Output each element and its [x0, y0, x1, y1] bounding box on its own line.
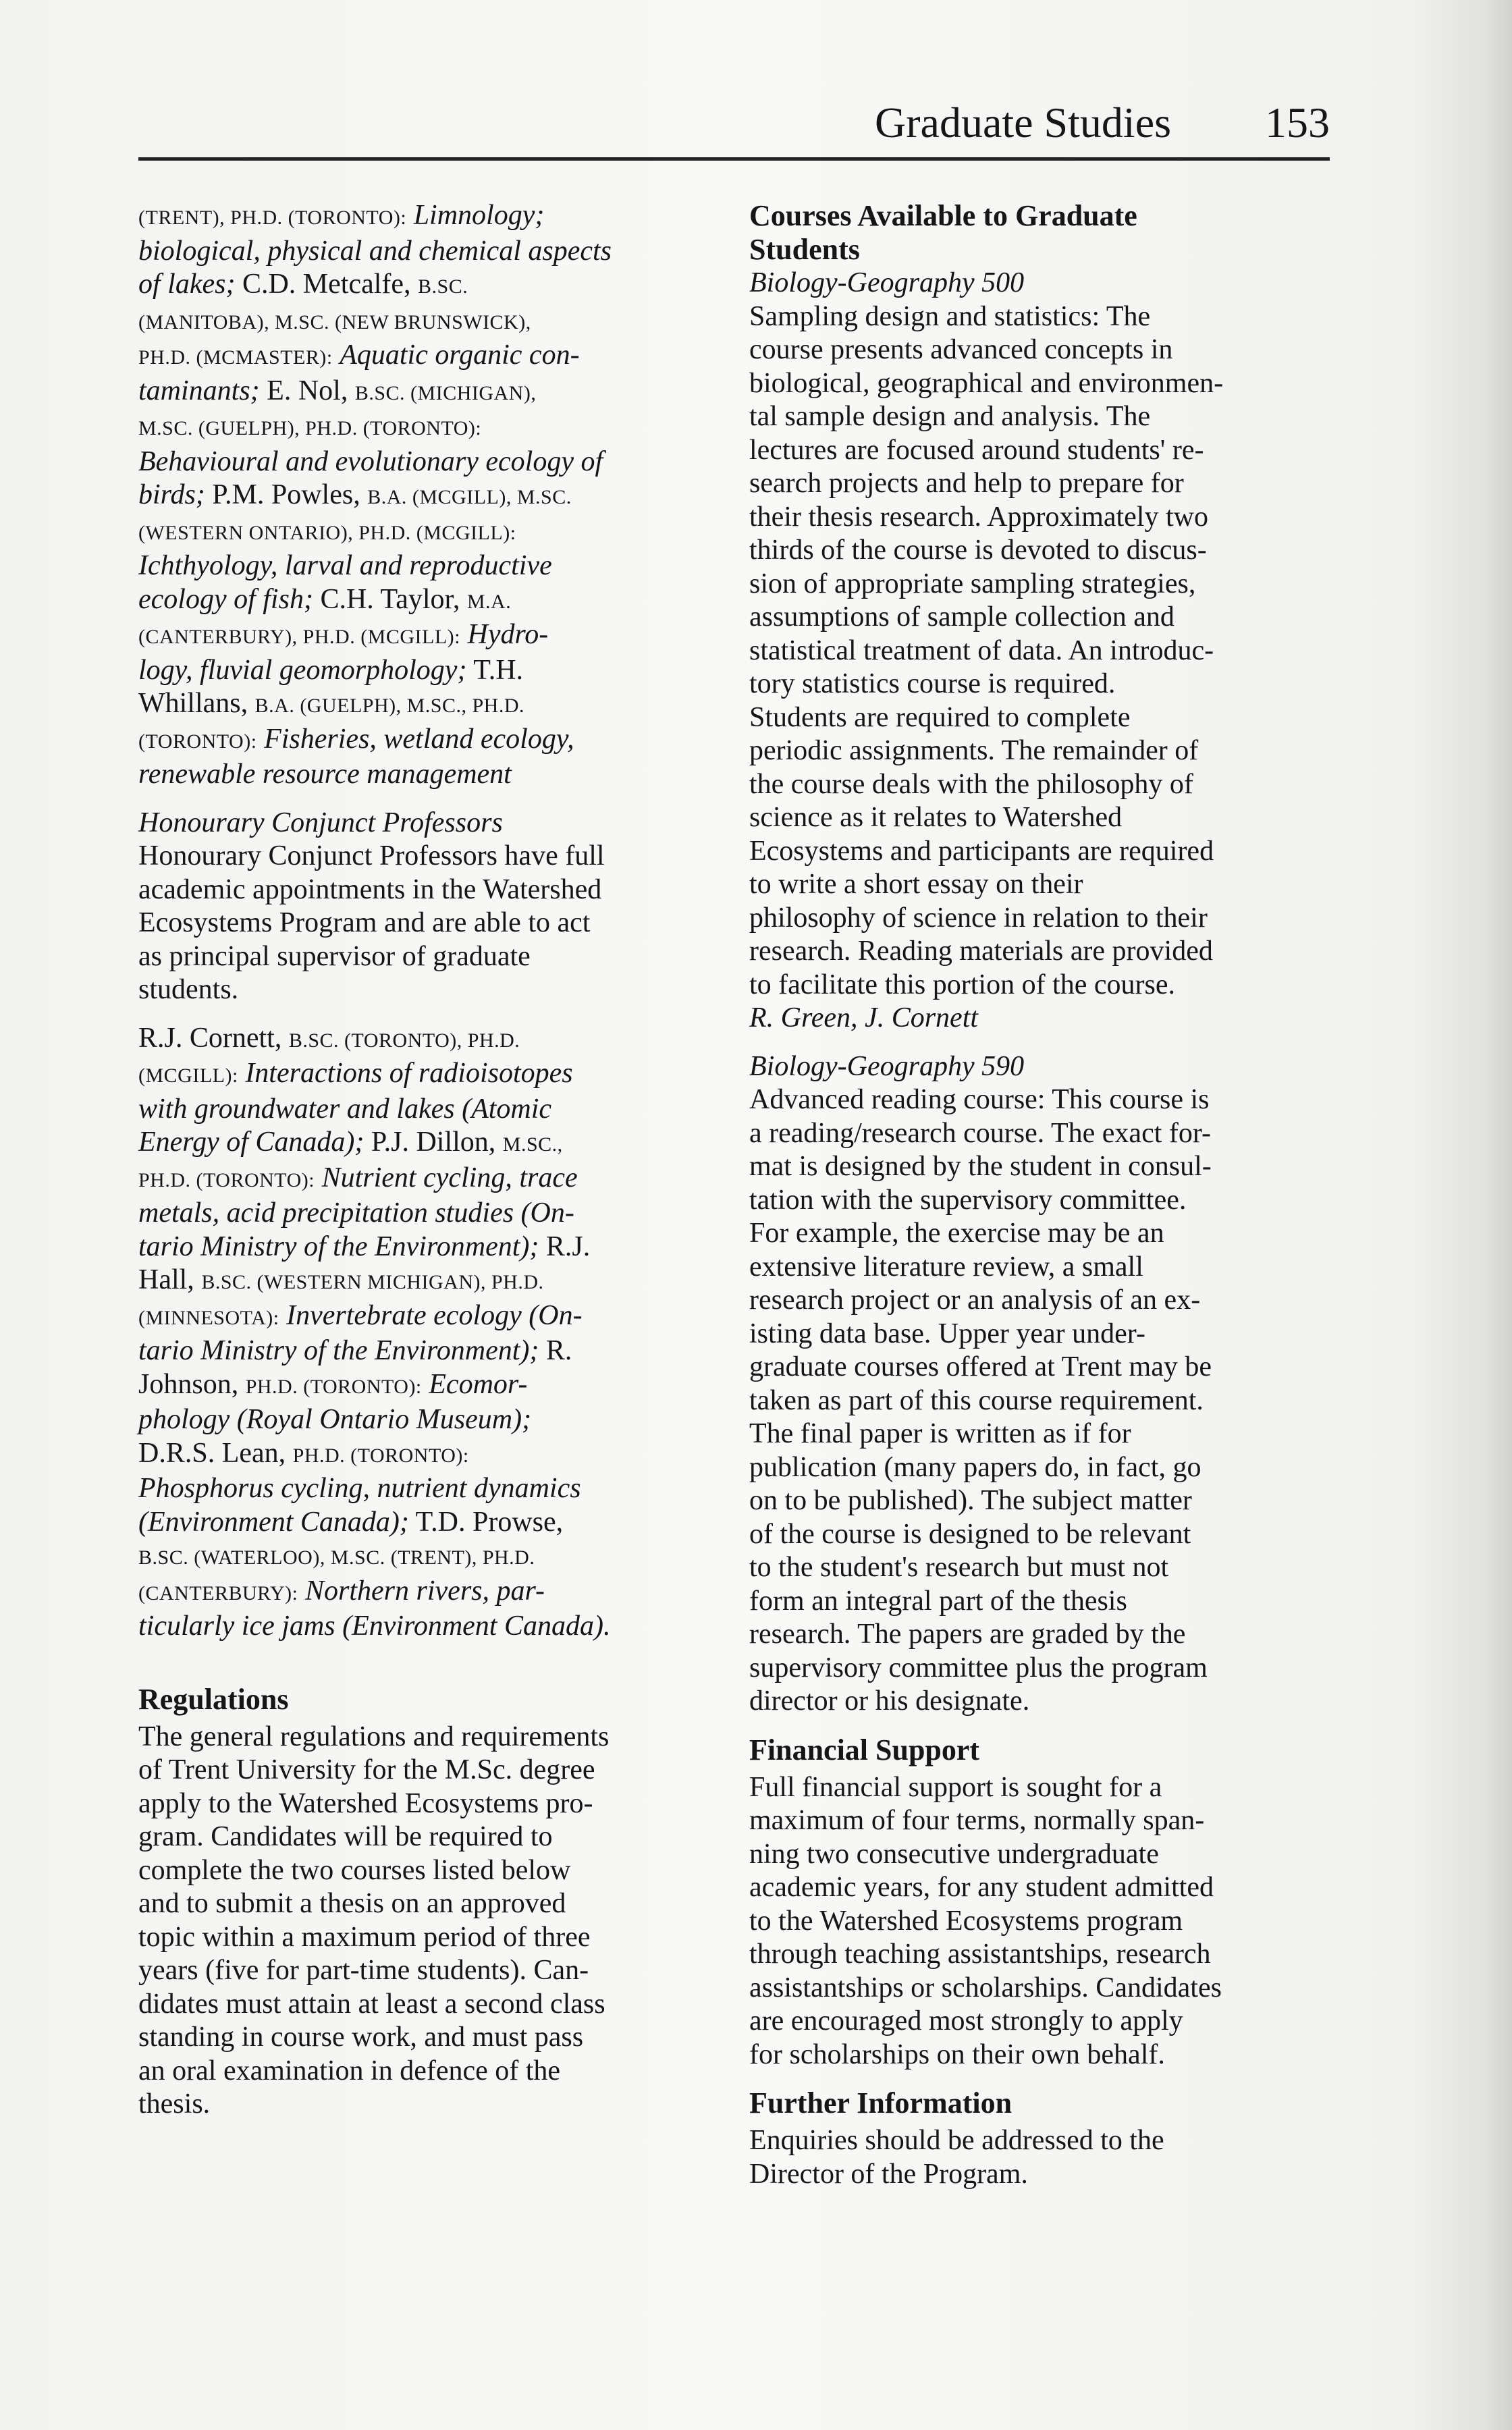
body-line: of Trent University for the M.Sc. degree [138, 1754, 595, 1785]
faculty-line: metals, acid precipitation studies (On- [138, 1197, 574, 1228]
course-title: Biology-Geography 500 [749, 267, 1025, 298]
section-title: Graduate Studies [875, 99, 1171, 146]
body-line: apply to the Watershed Ecosystems pro- [138, 1787, 593, 1819]
faculty-line: Behavioural and evolutionary ecology of [138, 446, 603, 477]
body-line: supervisory committee plus the program [749, 1652, 1208, 1683]
body-line: of the course is designed to be relevant [749, 1518, 1191, 1550]
faculty-line: phology (Royal Ontario Museum); [138, 1404, 532, 1435]
course-title: Biology-Geography 590 [749, 1050, 1025, 1082]
body-line: research project or an analysis of an ex- [749, 1285, 1201, 1316]
course-instructors: R. Green, J. Cornett [749, 1002, 979, 1033]
body-line: philosophy of science in relation to their [749, 902, 1208, 934]
faculty-line: with groundwater and lakes (Atomic [138, 1093, 552, 1125]
body-line: taken as part of this course requirement. [749, 1384, 1204, 1416]
faculty-line: PH.D. (MCMASTER): Aquatic organic con- [138, 340, 580, 371]
faculty-line: PH.D. (TORONTO): Nutrient cycling, trace [138, 1162, 578, 1193]
faculty-line: tario Ministry of the Environment); R. [138, 1335, 572, 1366]
body-line: Honourary Conjunct Professors have full [138, 840, 605, 871]
faculty-line: Hall, B.SC. (WESTERN MICHIGAN), PH.D. [138, 1264, 544, 1295]
body-line: research. The papers are graded by the [749, 1619, 1186, 1650]
faculty-line: tario Ministry of the Environment); R.J. [138, 1231, 591, 1262]
body-line: academic appointments in the Watershed [138, 873, 602, 905]
faculty-line: (CANTERBURY): Northern rivers, par- [138, 1575, 545, 1606]
body-line: ning two consecutive undergraduate [749, 1838, 1159, 1870]
honourary-member-list [138, 1022, 726, 1644]
body-line: periodic assignments. The remainder of [749, 735, 1199, 766]
further-information-section [749, 2086, 1336, 2191]
faculty-line: Energy of Canada); P.J. Dillon, M.SC., [138, 1127, 563, 1158]
body-line: through teaching assistantships, research [749, 1939, 1211, 1970]
body-line: tal sample design and analysis. The [749, 401, 1151, 432]
body-line: their thesis research. Approximately two [749, 501, 1208, 533]
body-line: maximum of four terms, normally span- [749, 1805, 1205, 1836]
courses-heading: Courses Available to Graduate [749, 199, 1137, 232]
faculty-line: B.SC. (WATERLOO), M.SC. (TRENT), PH.D. [138, 1546, 535, 1569]
body-line: extensive literature review, a small [749, 1251, 1143, 1282]
faculty-line: (MANITOBA), M.SC. (NEW BRUNSWICK), [138, 310, 531, 333]
body-line: The final paper is written as if for [749, 1418, 1131, 1449]
faculty-line: birds; P.M. Powles, B.A. (MCGILL), M.SC. [138, 479, 572, 510]
body-line: publication (many papers do, in fact, go [749, 1451, 1202, 1483]
faculty-list-continued [138, 199, 726, 792]
faculty-line: ecology of fish; C.H. Taylor, M.A. [138, 583, 512, 615]
body-line: research. Reading materials are provided [749, 936, 1213, 967]
body-line: Ecosystems and participants are required [749, 835, 1214, 867]
body-line: Students are required to complete [749, 701, 1131, 733]
body-line: topic within a maximum period of three [138, 1921, 591, 1953]
body-line: to the Watershed Ecosystems program [749, 1905, 1183, 1937]
faculty-line: (MCGILL): Interactions of radioisotopes [138, 1058, 573, 1089]
body-line: Full financial support is sought for a [749, 1771, 1162, 1803]
body-line: biological, geographical and environmen- [749, 367, 1224, 399]
body-line: for scholarships on their own behalf. [749, 2039, 1165, 2070]
body-line: thesis. [138, 2088, 211, 2120]
body-line: students. [138, 974, 239, 1005]
body-line: Ecosystems Program and are able to act [138, 907, 591, 938]
faculty-line: logy, fluvial geomorphology; T.H. [138, 654, 524, 686]
faculty-line: renewable resource management [138, 759, 512, 790]
header-rule [138, 157, 1330, 161]
left-column [138, 199, 726, 2122]
body-line: to facilitate this portion of the course. [749, 969, 1175, 1000]
body-line: gram. Candidates will be required to [138, 1821, 553, 1852]
body-line: Director of the Program. [749, 2158, 1028, 2190]
body-line: the course deals with the philosophy of [749, 768, 1193, 800]
faculty-line: (TORONTO): Fisheries, wetland ecology, [138, 723, 574, 755]
body-line: complete the two courses listed below [138, 1854, 571, 1886]
courses-section [749, 199, 1336, 1719]
body-line: assumptions of sample collection and [749, 601, 1174, 632]
body-line: to write a short essay on their [749, 869, 1083, 900]
body-line: sion of appropriate sampling strategies, [749, 568, 1196, 599]
faculty-line: (Environment Canada); T.D. Prowse, [138, 1506, 564, 1538]
faculty-line: (MINNESOTA): Invertebrate ecology (On- [138, 1299, 583, 1331]
faculty-line: Johnson, PH.D. (TORONTO): Ecomor- [138, 1368, 528, 1400]
body-line: standing in course work, and must pass [138, 2022, 584, 2053]
body-line: didates must attain at least a second class [138, 1988, 605, 2020]
body-line: on to be published). The subject matter [749, 1485, 1192, 1516]
body-line: The general regulations and requirements [138, 1721, 610, 1752]
faculty-line: Phosphorus cycling, nutrient dynamics [138, 1473, 581, 1504]
honourary-title: Honourary Conjunct Professors [138, 807, 503, 838]
faculty-line: (TRENT), PH.D. (TORONTO): Limnology; [138, 200, 545, 231]
faculty-line: R.J. Cornett, B.SC. (TORONTO), PH.D. [138, 1022, 520, 1054]
body-line: For example, the exercise may be an [749, 1218, 1164, 1249]
body-line: statistical treatment of data. An introduc- [749, 634, 1214, 666]
body-line: to the student's research but must not [749, 1552, 1169, 1583]
regulations-section [138, 1683, 726, 2122]
faculty-line: of lakes; C.D. Metcalfe, B.SC. [138, 269, 468, 300]
body-line: tation with the supervisory committee. [749, 1184, 1187, 1216]
faculty-line: (CANTERBURY), PH.D. (MCGILL): Hydro- [138, 619, 549, 650]
faculty-line: D.R.S. Lean, PH.D. (TORONTO): [138, 1437, 469, 1469]
body-line: science as it relates to Watershed [749, 802, 1123, 833]
faculty-line: Ichthyology, larval and reproductive [138, 550, 552, 581]
body-line: and to submit a thesis on an approved [138, 1888, 566, 1919]
body-line: thirds of the course is devoted to discus- [749, 535, 1207, 566]
body-line: Sampling design and statistics: The [749, 300, 1151, 332]
financial-support-section [749, 1733, 1336, 2072]
body-line: mat is designed by the student in consul- [749, 1151, 1212, 1182]
courses-heading: Students [749, 233, 860, 266]
running-head [138, 94, 1330, 159]
faculty-line: (WESTERN ONTARIO), PH.D. (MCGILL): [138, 521, 516, 544]
body-line: years (five for part-time students). Can- [138, 1955, 589, 1986]
further-information-heading: Further Information [749, 2086, 1013, 2120]
body-line: Enquiries should be addressed to the [749, 2125, 1164, 2156]
body-line: assistantships or scholarships. Candidates [749, 1972, 1222, 2003]
body-line: director or his designate. [749, 1685, 1030, 1717]
faculty-line: biological, physical and chemical aspects [138, 235, 612, 267]
body-line: form an integral part of the thesis [749, 1585, 1127, 1617]
body-line: tory statistics course is required. [749, 668, 1116, 699]
body-line: Advanced reading course: This course is [749, 1084, 1210, 1115]
faculty-line: taminants; E. Nol, B.SC. (MICHIGAN), [138, 375, 537, 406]
body-line: academic years, for any student admitted [749, 1872, 1214, 1903]
regulations-heading: Regulations [138, 1682, 289, 1716]
body-line: an oral examination in defence of the [138, 2055, 561, 2086]
faculty-line: ticularly ice jams (Environment Canada). [138, 1611, 611, 1642]
body-line: are encouraged most strongly to apply [749, 2005, 1183, 2036]
body-line: lectures are focused around students' re- [749, 434, 1204, 466]
faculty-line: Whillans, B.A. (GUELPH), M.SC., PH.D. [138, 688, 525, 719]
body-line: isting data base. Upper year under- [749, 1318, 1145, 1349]
body-line: graduate courses offered at Trent may be [749, 1351, 1212, 1382]
body-line: a reading/research course. The exact for- [749, 1117, 1211, 1149]
financial-support-heading: Financial Support [749, 1733, 980, 1766]
faculty-line: M.SC. (GUELPH), PH.D. (TORONTO): [138, 417, 482, 439]
body-line: as principal supervisor of graduate [138, 940, 531, 972]
page-number: 153 [1265, 99, 1330, 146]
body-line: search projects and help to prepare for [749, 468, 1184, 499]
right-column [749, 199, 1336, 2191]
body-line: course presents advanced concepts in [749, 334, 1173, 365]
honourary-section [138, 807, 726, 1007]
